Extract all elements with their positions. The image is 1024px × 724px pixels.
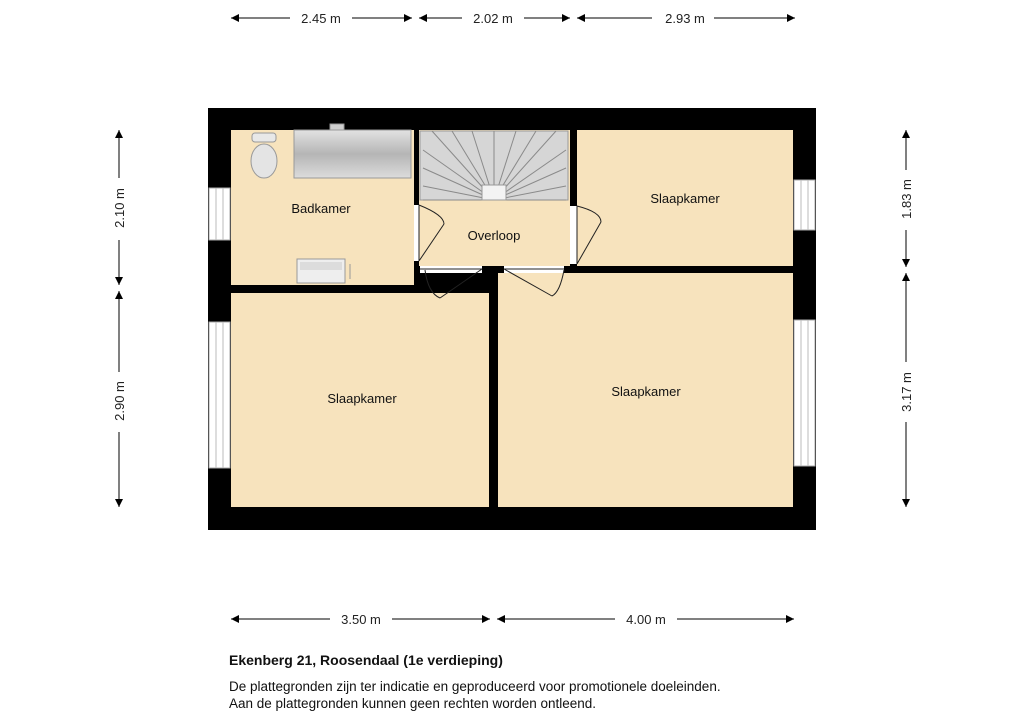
label-slaapkamer-top-right: Slaapkamer (650, 191, 720, 206)
staircase (420, 131, 568, 200)
disclaimer-line-2: Aan de plattegronden kunnen geen rechten worden ontleend. (229, 696, 597, 711)
plan-title: Ekenberg 21, Roosendaal (1e verdieping) (229, 652, 503, 668)
dim-bottom-1: 3.50 m (341, 612, 381, 627)
label-badkamer: Badkamer (291, 201, 351, 216)
dim-right-2: 3.17 m (899, 372, 914, 412)
label-overloop: Overloop (467, 228, 521, 243)
window-right-bottom (794, 320, 815, 466)
dim-top-1: 2.45 m (301, 11, 341, 26)
bathtub-fixture (294, 124, 411, 178)
sink-fixture (297, 259, 350, 283)
label-slaapkamer-bottom-right: Slaapkamer (611, 384, 681, 399)
dim-bottom-2: 4.00 m (626, 612, 666, 627)
dim-top-2: 2.02 m (473, 11, 513, 26)
window-left-top (209, 188, 230, 240)
window-right-top (794, 180, 815, 230)
caption (229, 652, 989, 712)
dim-left-2: 2.90 m (112, 381, 127, 421)
dim-right-1: 1.83 m (899, 179, 914, 219)
window-left-bottom (209, 322, 230, 468)
label-slaapkamer-bottom-left: Slaapkamer (327, 391, 397, 406)
dim-top-3: 2.93 m (665, 11, 705, 26)
toilet-fixture (251, 133, 277, 178)
disclaimer-line-1: De plattegronden zijn ter indicatie en geproduceerd voor promotionele doeleinden. (229, 679, 721, 694)
dim-left-1: 2.10 m (112, 188, 127, 228)
